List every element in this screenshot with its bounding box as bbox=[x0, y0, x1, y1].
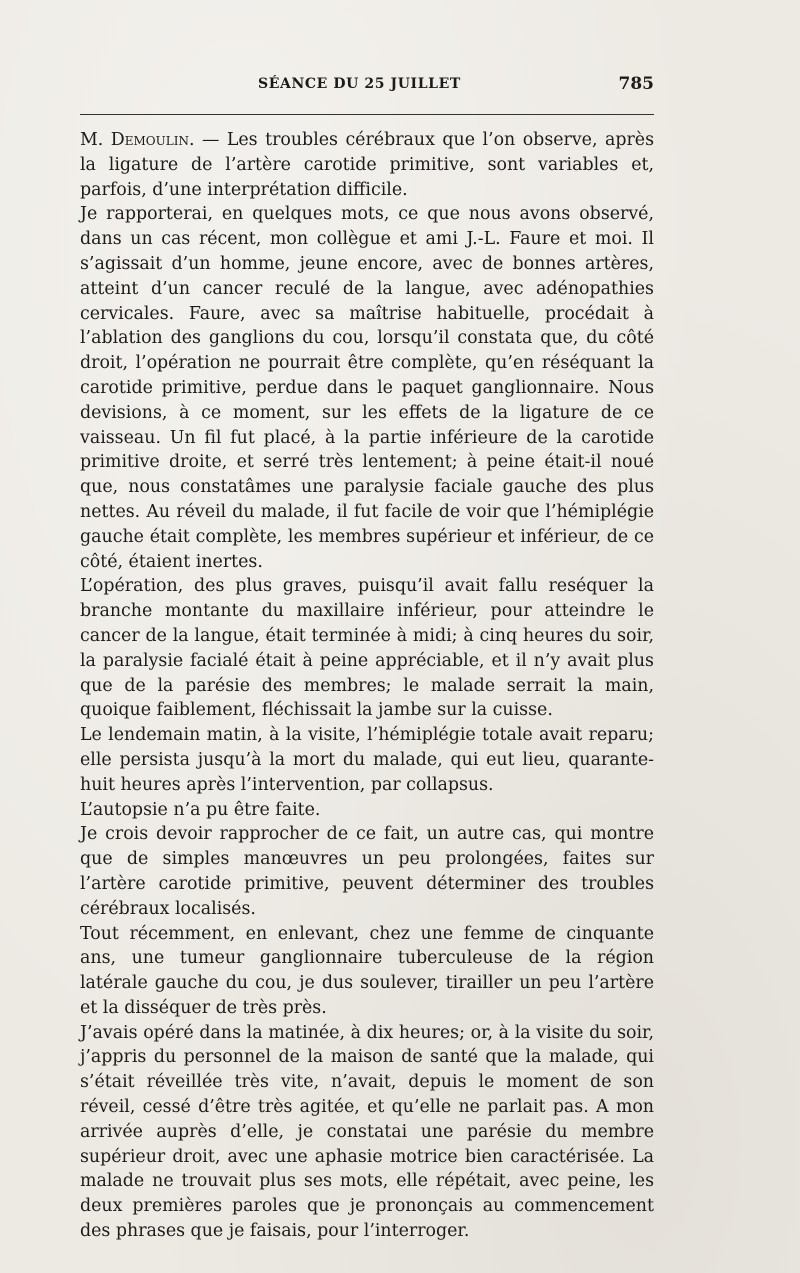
paragraph-3: L’opération, des plus graves, puisqu’il avait fallu reséquer la branche montante du maxillaire inférieur, pour atteindre le cancer de la langue, était terminée à midi; à cinq heures du soir, la paralysie facialé était à peine appréciable, et il n’y avait plus que de la parésie des membres; le malade serrait la main, quoique faiblement, fléchissait la jambe sur la cuisse. bbox=[80, 576, 654, 721]
paragraph-5: L’autopsie n’a pu être faite. bbox=[80, 799, 321, 820]
running-head bbox=[80, 76, 654, 100]
speaker-name: M. Demoulin. bbox=[80, 130, 195, 150]
paragraph-6: Je crois devoir rapprocher de ce fait, un autre cas, qui montre que de simples manœuvres un peu prolongées, faites sur l’artère carotide primitive, peuvent déterminer des troubles cérébraux localisés. bbox=[80, 824, 654, 919]
paragraph-2: Je rapporterai, en quelques mots, ce que nous avons observé, dans un cas récent, mon collègue et ami J.-L. Faure et moi. Il s’agissait d’un homme, jeune encore, avec de bonnes artères, atteint d’un cancer reculé de la langue, avec adénopathies cervicales. Faure, avec sa maîtrise habituelle, procédait à l’ablation des ganglions du cou, lorsqu’il constata que, du côté droit, l’opération ne pourrait être complète, qu’en réséquant la carotide primitive, perdue dans le paquet ganglionnaire. Nous devisions, à ce moment, sur les effets de la ligature de ce vaisseau. Un fil fut placé, à la partie inférieure de la carotide primitive droite, et serré très lentement; à peine était-il noué que, nous constatâmes une paralysie faciale gauche des plus nettes. Au réveil du malade, il fut facile de voir que l’hémiplégie gauche était complète, les membres supérieur et inférieur, de ce côté, étaient inertes. bbox=[80, 204, 654, 572]
body-text bbox=[80, 128, 654, 1244]
running-title: SÉANCE DU 25 JUILLET bbox=[258, 76, 461, 92]
paragraph-7: Tout récemment, en enlevant, chez une femme de cinquante ans, une tumeur ganglionnaire tuberculeuse de la région latérale gauche du cou, je dus soulever, tirailler un peu l’artère et la disséquer de très près. bbox=[80, 923, 654, 1018]
page-number: 785 bbox=[618, 74, 654, 94]
paragraph-1-text: — Les troubles cérébraux que l’on observe, après la ligature de l’artère carotide primitive, sont variables et, parfois, d’une interprétation difficile. bbox=[80, 130, 654, 200]
paragraph-8: J’avais opéré dans la matinée, à dix heures; or, à la visite du soir, j’appris du personnel de la maison de santé que la malade, qui s’était réveillée très vite, n’avait, depuis le moment de son réveil, cessé d’être très agitée, et qu’elle ne parlait pas. A mon arrivée auprès d’elle, je constatai une parésie du membre supérieur droit, avec une aphasie motrice bien caractérisée. La malade ne trouvait plus ses mots, elle répétait, avec peine, les deux premières paroles que je prononçais au commencement des phrases que je faisais, pour l’interroger. bbox=[80, 1022, 654, 1242]
paragraph-4: Le lendemain matin, à la visite, l’hémiplégie totale avait reparu; elle persista jusqu’à la mort du malade, qui eut lieu, quarante-huit heures après l’intervention, par collapsus. bbox=[80, 725, 654, 795]
header-rule bbox=[80, 114, 654, 115]
paragraph-1 bbox=[80, 128, 654, 202]
